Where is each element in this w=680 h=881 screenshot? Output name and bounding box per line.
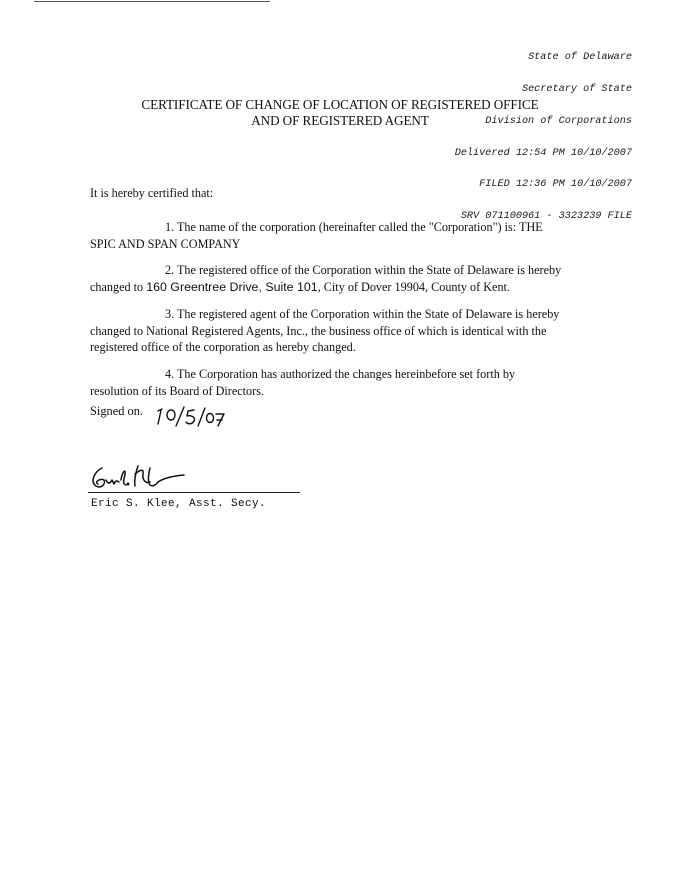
paragraph-3-first-line: 3. The registered agent of the Corporation within the State of Delaware is hereby	[165, 307, 560, 321]
signature-line	[88, 492, 300, 493]
paragraph-1-first-line: 1. The name of the corporation (hereinafter called the "Corporation") is: THE	[165, 220, 543, 234]
registered-office-address: 160 Greentree Drive, Suite 101	[146, 279, 318, 294]
paragraph-3-third-line: registered office of the corporation as hereby changed.	[90, 340, 356, 354]
paragraph-4-rest: resolution of its Board of Directors.	[90, 383, 264, 398]
paragraph-2-first-line: 2. The registered office of the Corporation within the State of Delaware is hereby	[165, 263, 562, 277]
handwritten-date	[150, 405, 230, 427]
stamp-line-filed: FILED 12:36 PM 10/10/2007	[479, 179, 632, 191]
signer-printed-name: Eric S. Klee, Asst. Secy.	[91, 498, 267, 510]
signature	[88, 460, 188, 494]
stamp-line-state: State of Delaware	[528, 52, 632, 64]
stamp-line-secretary: Secretary of State	[521, 83, 632, 95]
paragraph-2-prefix: changed to	[90, 279, 147, 294]
paragraph-2	[90, 262, 590, 295]
document-title-line-1: CERTIFICATE OF CHANGE OF LOCATION OF REGISTERED OFFICE	[141, 97, 539, 112]
paragraph-2-second-line	[90, 279, 590, 296]
paragraph-3	[90, 306, 590, 356]
paragraph-1	[90, 219, 590, 252]
paragraph-2-suffix: , City of Dover 19904, County of Kent.	[317, 279, 510, 294]
paragraph-4-first-line: 4. The Corporation has authorized the changes hereinbefore set forth by	[165, 367, 516, 381]
signed-on-label: Signed on.	[90, 404, 144, 418]
paragraph-1-rest: SPIC AND SPAN COMPANY	[90, 236, 241, 251]
intro-text: It is hereby certified that:	[90, 186, 214, 200]
filing-stamp	[455, 32, 632, 233]
top-rule	[34, 1, 270, 2]
paragraph-3-second-line: changed to National Registered Agents, Inc., the business office of which is identical with the	[90, 323, 547, 338]
paragraph-4	[90, 366, 590, 399]
stamp-line-division: Division of Corporations	[485, 115, 632, 127]
stamp-line-delivered: Delivered 12:54 PM 10/10/2007	[454, 147, 632, 159]
document-title-line-2: AND OF REGISTERED AGENT	[251, 113, 429, 128]
stamp-line-srv: SRV 071100961 - 3323239 FILE	[460, 211, 632, 223]
